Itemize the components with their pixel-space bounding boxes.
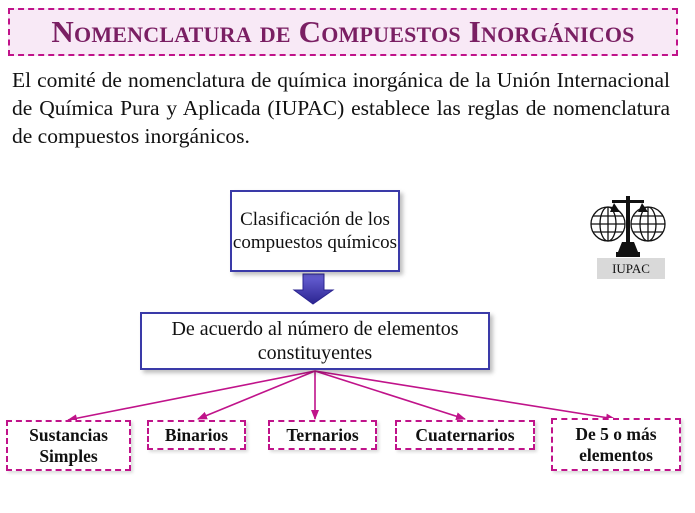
page-title: Nomenclatura de Compuestos Inorgánicos — [51, 14, 635, 49]
category-binarios: Binarios — [147, 420, 246, 450]
category-cuaternarios: Cuaternarios — [395, 420, 535, 450]
category-sustancias-simples: Sustancias Simples — [6, 420, 131, 471]
classification-box: Clasificación de los compuestos químicos — [230, 190, 400, 272]
connector-binarios — [198, 371, 315, 419]
category-5-o-mas: De 5 o más elementos — [551, 418, 681, 471]
connector-5-o-mas — [315, 371, 615, 419]
criterion-box: De acuerdo al número de elementos constituyentes — [140, 312, 490, 370]
connector-sustancias — [68, 371, 315, 420]
iupac-label: IUPAC — [597, 258, 665, 279]
intro-paragraph: El comité de nomenclatura de química inorgánica de la Unión Internacional de Química Pura y Aplicada (IUPAC) establece las reglas de nomenclatura de compuestos inorgánicos. — [12, 68, 670, 148]
connector-cuaternarios — [315, 371, 465, 419]
down-arrow-icon — [294, 274, 333, 304]
category-ternarios: Ternarios — [268, 420, 377, 450]
